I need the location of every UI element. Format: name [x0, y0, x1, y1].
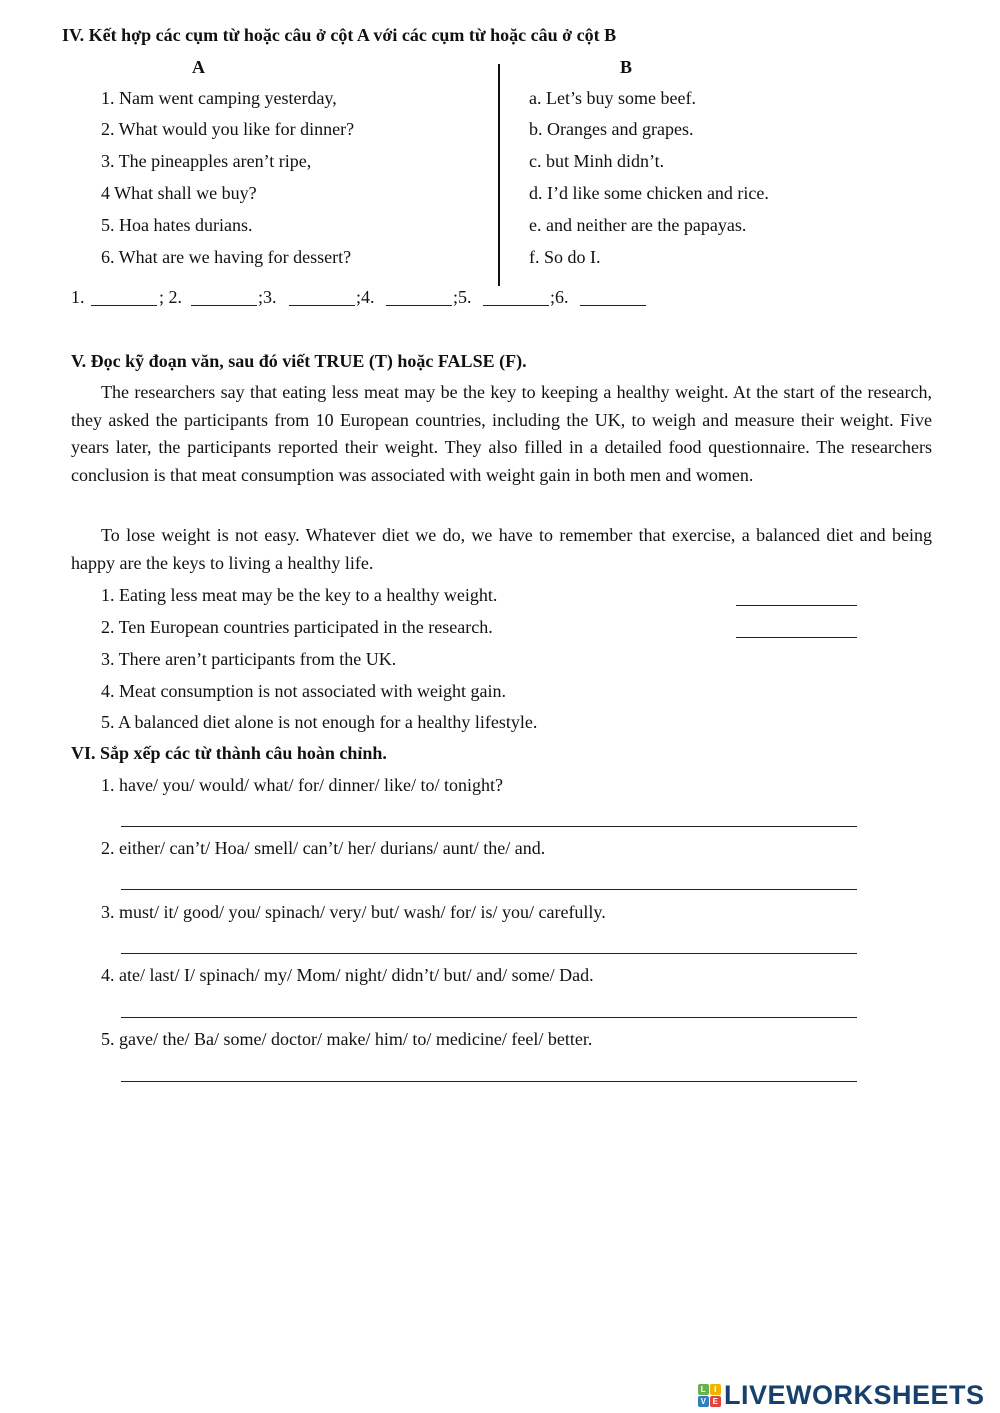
section4-title: IV. Kết hợp các cụm từ hoặc câu ở cột A với các cụm từ hoặc câu ở cột B — [62, 25, 617, 45]
answer-blank-4[interactable] — [386, 305, 452, 306]
reading-paragraph-2: To lose weight is not easy. Whatever diet we do, we have to remember that exercise, a balanced diet and being happy are the keys to living a healthy life. — [71, 525, 932, 573]
col-b-item: e. and neither are the papayas. — [529, 215, 747, 235]
answer-label: ;5. — [453, 287, 472, 307]
reorder-item: 3. must/ it/ good/ you/ spinach/ very/ but/ wash/ for/ is/ you/ carefully. — [101, 902, 606, 922]
reorder-item: 4. ate/ last/ I/ spinach/ my/ Mom/ night/ didn’t/ but/ and/ some/ Dad. — [101, 965, 594, 985]
column-a-header: A — [192, 57, 205, 77]
col-a-item: 1. Nam went camping yesterday, — [101, 88, 337, 108]
answer-blank-5[interactable] — [483, 305, 549, 306]
reorder-item: 2. either/ can’t/ Hoa/ smell/ can’t/ her/ durians/ aunt/ the/ and. — [101, 838, 546, 858]
reorder-answer-line-1[interactable] — [121, 826, 857, 827]
col-b-item: d. I’d like some chicken and rice. — [529, 183, 769, 203]
section5-title: V. Đọc kỹ đoạn văn, sau đó viết TRUE (T) hoặc FALSE (F). — [71, 351, 527, 371]
reorder-answer-line-5[interactable] — [121, 1081, 857, 1082]
answer-blank-2[interactable] — [191, 305, 257, 306]
answer-label: ; 2. — [159, 287, 183, 307]
reorder-answer-line-4[interactable] — [121, 1017, 857, 1018]
answer-label: ;6. — [550, 287, 569, 307]
col-a-item: 3. The pineapples aren’t ripe, — [101, 151, 312, 171]
col-a-item: 6. What are we having for dessert? — [101, 247, 352, 267]
tf-statement: 1. Eating less meat may be the key to a healthy weight. — [101, 585, 498, 605]
reorder-item: 1. have/ you/ would/ what/ for/ dinner/ like/ to/ tonight? — [101, 775, 503, 795]
answer-blank-6[interactable] — [580, 305, 646, 306]
section6-title: VI. Sắp xếp các từ thành câu hoàn chỉnh. — [71, 743, 387, 763]
tf-statement: 5. A balanced diet alone is not enough for a healthy lifestyle. — [101, 712, 538, 732]
logo-text: LIVEWORKSHEETS — [724, 1380, 985, 1410]
col-b-item: a. Let’s buy some beef. — [529, 88, 696, 108]
logo-mark-icon: L I V E — [698, 1384, 721, 1407]
tf-statement: 3. There aren’t participants from the UK. — [101, 649, 397, 669]
reorder-answer-line-2[interactable] — [121, 889, 857, 890]
liveworksheets-logo — [698, 1380, 985, 1411]
reading-paragraph-1: The researchers say that eating less meat may be the key to keeping a healthy weight. At the start of the research, they asked the participants from 10 European countries, including the UK, to weigh and measure their weight. Five years later, the participants reported their weight. They also filled in a detailed food questionnaire. The researchers conclusion is that meat consumption was associated with weight gain in both men and women. — [71, 382, 932, 486]
tf-answer-blank-2[interactable] — [736, 637, 857, 638]
reorder-answer-line-3[interactable] — [121, 953, 857, 954]
column-divider — [498, 64, 500, 286]
reorder-item: 5. gave/ the/ Ba/ some/ doctor/ make/ him/ to/ medicine/ feel/ better. — [101, 1029, 593, 1049]
answer-blank-3[interactable] — [289, 305, 355, 306]
tf-answer-blank-1[interactable] — [736, 605, 857, 606]
col-b-item: c. but Minh didn’t. — [529, 151, 665, 171]
col-a-item: 5. Hoa hates durians. — [101, 215, 253, 235]
answer-label: ;3. — [258, 287, 277, 307]
col-b-item: f. So do I. — [529, 247, 601, 267]
column-b-header: B — [620, 57, 633, 77]
answer-label: 1. — [71, 287, 85, 307]
col-b-item: b. Oranges and grapes. — [529, 119, 694, 139]
answer-label: ;4. — [356, 287, 375, 307]
answer-blank-1[interactable] — [91, 305, 157, 306]
col-a-item: 4 What shall we buy? — [101, 183, 257, 203]
col-a-item: 2. What would you like for dinner? — [101, 119, 355, 139]
tf-statement: 4. Meat consumption is not associated with weight gain. — [101, 681, 506, 701]
tf-statement: 2. Ten European countries participated in the research. — [101, 617, 493, 637]
